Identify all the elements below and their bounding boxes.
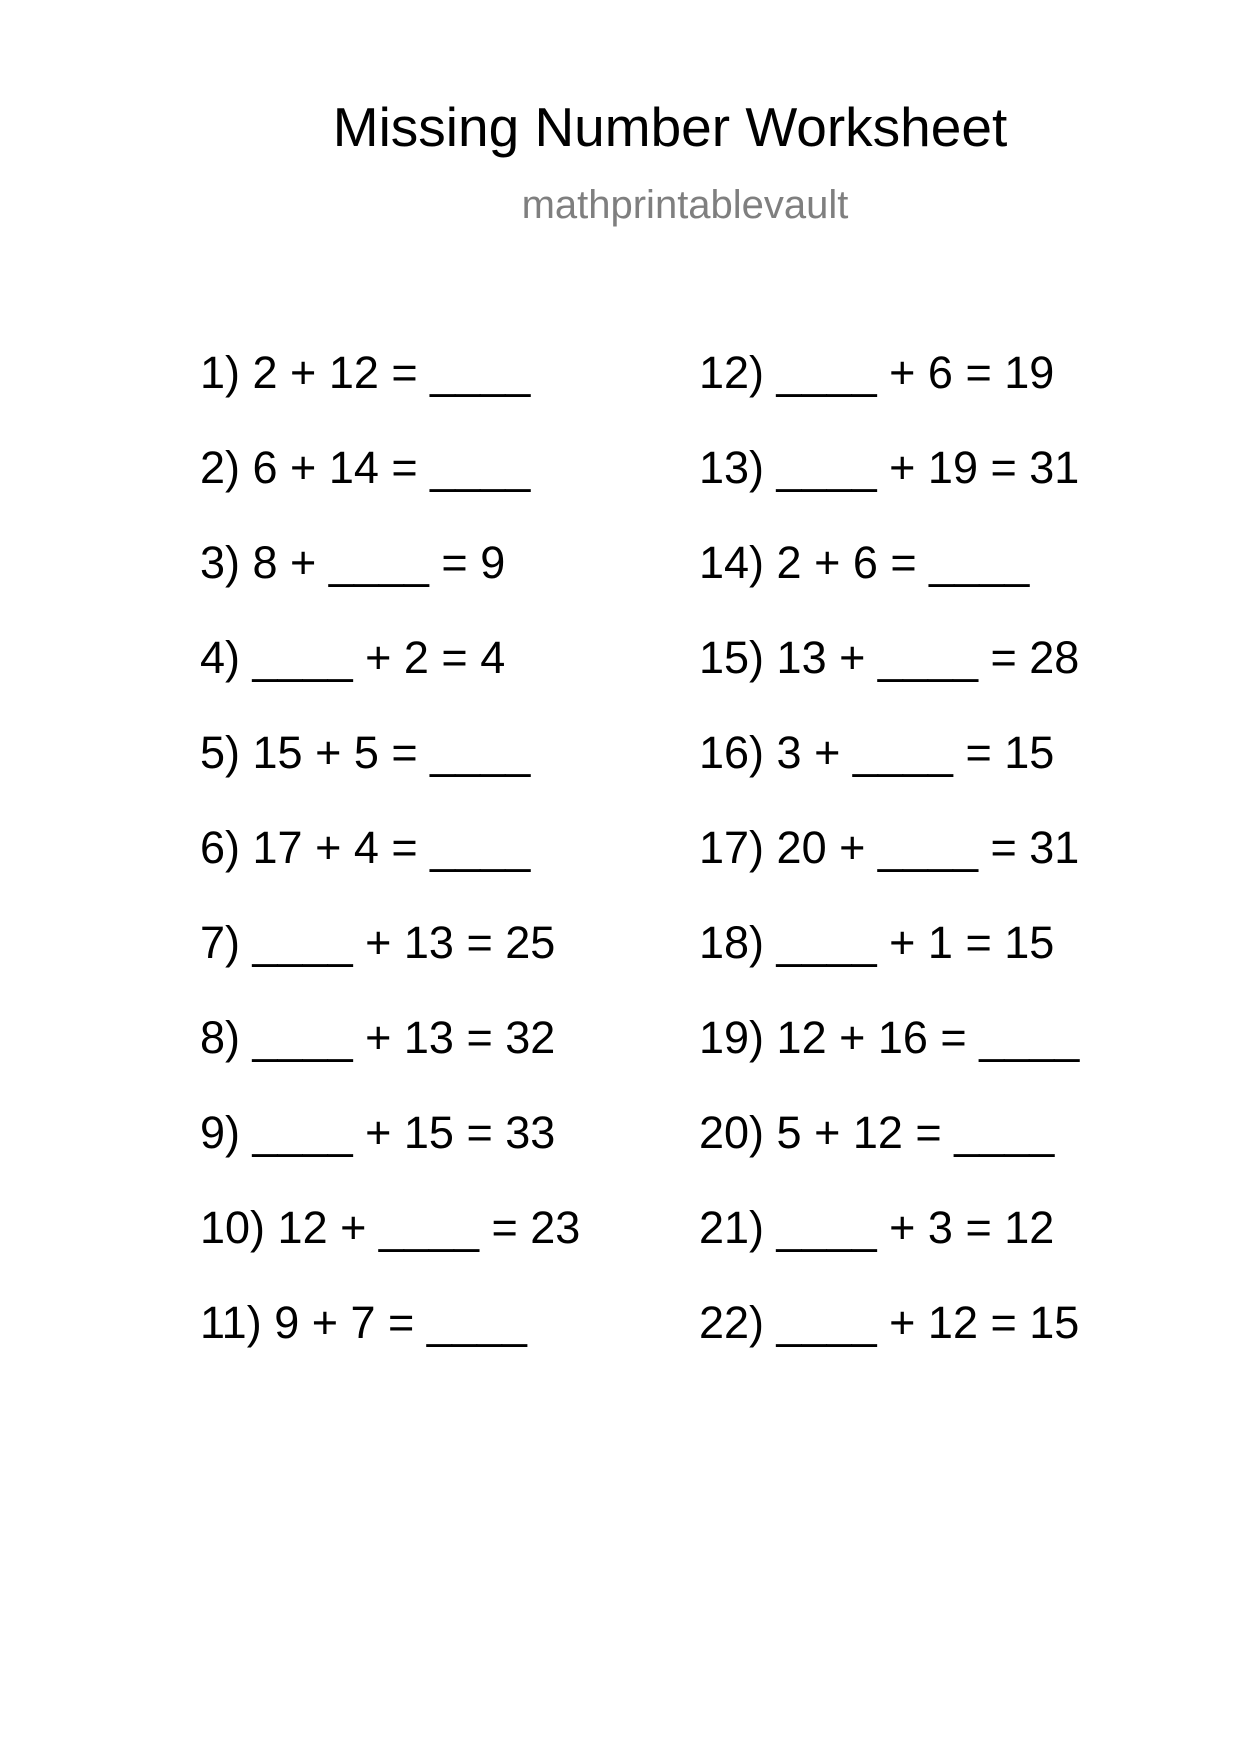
problem-12: 12) ____ + 6 = 19	[699, 347, 1055, 398]
problem-6: 6) 17 + 4 = ____	[200, 822, 531, 873]
problems-right-column	[699, 347, 1080, 1395]
problem-9: 9) ____ + 15 = 33	[200, 1107, 556, 1158]
problem-13: 13) ____ + 19 = 31	[699, 442, 1080, 493]
problem-15: 15) 13 + ____ = 28	[699, 632, 1080, 683]
problem-8: 8) ____ + 13 = 32	[200, 1012, 556, 1063]
problem-22: 22) ____ + 12 = 15	[699, 1297, 1080, 1348]
problem-4: 4) ____ + 2 = 4	[200, 632, 506, 683]
problem-5: 5) 15 + 5 = ____	[200, 727, 531, 778]
problems-left-column	[200, 347, 581, 1395]
problem-7: 7) ____ + 13 = 25	[200, 917, 556, 968]
worksheet-title: Missing Number Worksheet	[332, 96, 1008, 158]
problem-20: 20) 5 + 12 = ____	[699, 1107, 1055, 1158]
problem-2: 2) 6 + 14 = ____	[200, 442, 531, 493]
worksheet-subtitle: mathprintablevault	[521, 183, 849, 227]
problem-10: 10) 12 + ____ = 23	[200, 1202, 581, 1253]
problem-3: 3) 8 + ____ = 9	[200, 537, 506, 588]
problem-14: 14) 2 + 6 = ____	[699, 537, 1030, 588]
problem-17: 17) 20 + ____ = 31	[699, 822, 1080, 873]
problem-16: 16) 3 + ____ = 15	[699, 727, 1055, 778]
problem-11: 11) 9 + 7 = ____	[200, 1297, 527, 1348]
problem-1: 1) 2 + 12 = ____	[200, 347, 531, 398]
problem-19: 19) 12 + 16 = ____	[699, 1012, 1080, 1063]
problem-21: 21) ____ + 3 = 12	[699, 1202, 1055, 1253]
problem-18: 18) ____ + 1 = 15	[699, 917, 1055, 968]
